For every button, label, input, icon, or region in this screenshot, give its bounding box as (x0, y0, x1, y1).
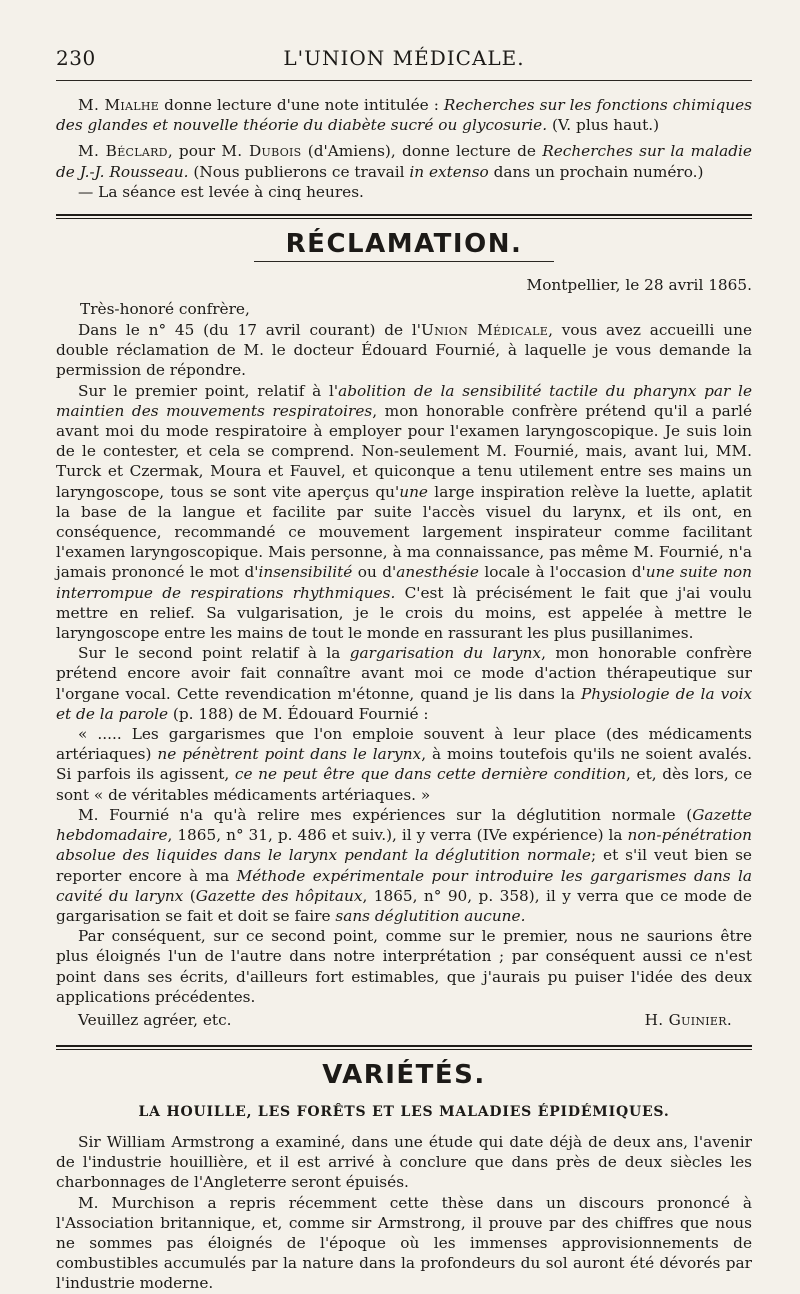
salutation: Très-honoré confrère, (80, 300, 250, 319)
block-quote (56, 724, 752, 805)
running-head (56, 40, 752, 74)
letter-paragraph: Sur le second point relatif à la gargarisation du larynx, mon honorable confrère prétend encore avoir fait connaître avant moi ce mode d'action thérapeutique sur l'organe vocal. Cette revendication m'étonne, quand je lis dans la Physiologie de la voix et de la parole (p. 188) de M. Édouard Fournié : (56, 644, 752, 723)
article-paragraph: Sir William Armstrong a examiné, dans une étude qui date déjà de deux ans, l'avenir de l'industrie houillière, et il est arrivé à conclure que dans près de deux siècles les charbonnages de l'Angleterre seront épuisés. (56, 1132, 752, 1192)
article-paragraph: M. Murchison a repris récemment cette thèse dans un discours prononcé à l'Association britannique, et, comme sir Armstrong, il prouve par des chiffres que nous ne sommes pas éloignés de l'époque où les immenses approvisionnements de combustibles accumulés par la nature dans la profondeurs du sol auront été dévorés par l'industrie moderne. (56, 1193, 752, 1293)
section-title-varietes: VARIÉTÉS. (322, 1059, 486, 1090)
minutes-paragraph: M. Mialhe donne lecture d'une note intitulée : Recherches sur les fonctions chimiques des glandes et nouvelle théorie du diabète sucré ou glycosurie. (V. plus haut.) (56, 96, 753, 135)
letter-paragraph: Dans le n° 45 (du 17 avril courant) de l'Union Médicale, vous avez accueilli une double réclamation de M. le docteur Édouard Fournié, à laquelle je vous demande la permission de répondre. (56, 321, 752, 380)
letter-paragraph: M. Fournié n'a qu'à relire mes expériences sur la déglutition normale (Gazette hebdomadaire, 1865, n° 31, p. 486 et suiv.), il y verra (IVe expérience) la non-pénétration absolue des liquides dans le larynx pendant la déglutition normale; et s'il veut bien se reporter encore à ma Méthode expérimentale pour introduire les gargarismes dans la cavité du larynx (Gazette des hôpitaux, 1865, n° 90, p. 358), il y verra que ce mode de gargarisation se fait et doit se faire sans déglutition aucune. (56, 805, 752, 925)
article-subheading: LA HOUILLE, LES FORÊTS ET LES MALADIES ÉPIDÉMIQUES. (138, 1103, 670, 1120)
signature: H. Guinier. (644, 1010, 732, 1029)
section-divider (56, 214, 752, 219)
closing-formula: Veuillez agréer, etc. (78, 1010, 232, 1029)
section-divider (56, 1045, 752, 1050)
page-number: 230 (56, 46, 96, 70)
journal-title: L'UNION MÉDICALE. (283, 46, 525, 70)
minutes-closing: — La séance est levée à cinq heures. (78, 182, 364, 201)
title-underline (254, 261, 554, 262)
section-title-reclamation: RÉCLAMATION. (285, 229, 523, 260)
dateline: Montpellier, le 28 avril 1865. (526, 276, 752, 295)
minutes-paragraph: M. Béclard, pour M. Dubois (d'Amiens), donne lecture de Recherches sur la maladie de J.-J. Rousseau. (Nous publierons ce travail in extenso dans un prochain numéro.) (56, 142, 752, 181)
header-rule (56, 80, 752, 81)
letter-paragraph: Par conséquent, sur ce second point, comme sur le premier, nous ne saurions être plus éloignés l'un de l'autre dans notre interprétation ; par conséquent aussi ce n'est point dans ses écrits, d'ailleurs fort estimables, que j'aurais pu puiser l'idée des deux applications précédentes. (56, 927, 752, 1006)
letter-closing (56, 1009, 752, 1033)
letter-paragraph: Sur le premier point, relatif à l'abolition de la sensibilité tactile du pharynx par le maintien des mouvements respiratoires, mon honorable confrère prétend qu'il a parlé avant moi du mode respiratoire à employer pour l'examen laryngoscopique. Je suis loin de le contester, et cela se comprend. Non-seulement M. Fournié, mais, avant lui, MM. Turck et Czermak, Moura et Fauvel, et quiconque a tenu utilement entre ses mains un laryngoscope, tous se sont vite aperçus qu'une large inspiration relève la luette, aplatit la base de la langue et facilite par suite l'accès visuel du larynx, et ils ont, en conséquence, recommandé ce mouvement largement inspirateur comme facilitant l'examen laryngoscopique. Mais personne, à ma connaissance, pas même M. Fournié, n'a jamais prononcé le mot d'insensibilité ou d'anesthésie locale à l'occasion d'une suite non interrompue de respirations rhythmiques. C'est là précisément le fait que j'ai voulu mettre en relief. Sa vulgarisation, je le crois du moins, est appelée à mettre le laryngoscope entre les mains de tout le monde en rassurant les plus pusillanimes. (56, 381, 753, 643)
quote-text: « ..... Les gargarismes que l'on emploie souvent à leur place (des médicaments artériaques) ne pénètrent point dans le larynx, à moins toutefois qu'ils ne soient avalés. Si parfois ils agissent, ce ne peut être que dans cette dernière condition, et, dès lors, ce sont « de véritables médicaments artériaques. » (56, 725, 753, 804)
minutes-section (56, 95, 752, 202)
